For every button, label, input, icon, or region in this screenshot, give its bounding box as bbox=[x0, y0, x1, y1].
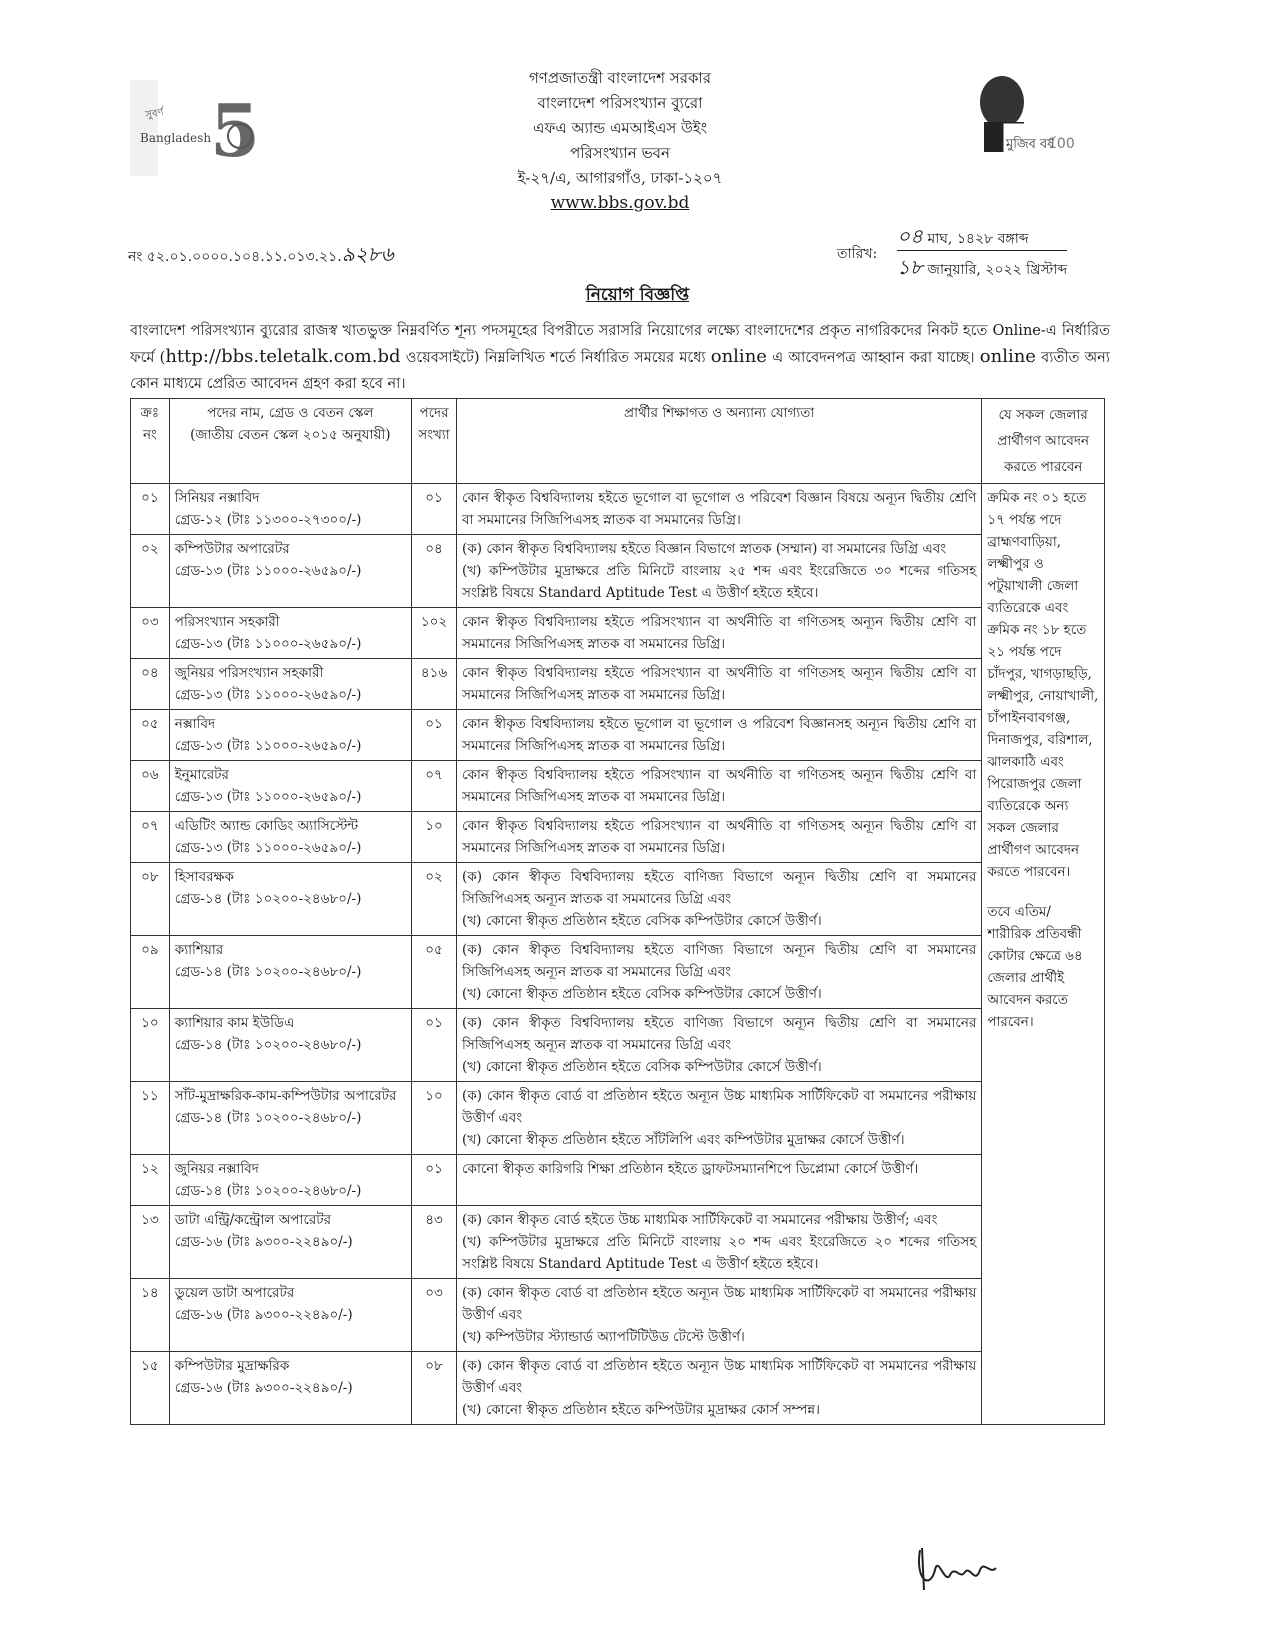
qualification-line: কোনো স্বীকৃত কারিগরি শিক্ষা প্রতিষ্ঠান হইতে ড্রাফটসম্যানশিপে ডিপ্লোমা কোর্সে উত্তীর্ণ। bbox=[462, 1161, 919, 1177]
post-grade: গ্রেড-১৪ (টাঃ ১০২০০-২৪৬৮০/-) bbox=[174, 1110, 362, 1126]
header-line-4: পরিসংখ্যান ভবন bbox=[570, 144, 670, 162]
header-line-1: গণপ্রজাতন্ত্রী বাংলাদেশ সরকার bbox=[528, 69, 712, 87]
table-row bbox=[131, 1206, 1105, 1279]
table-row bbox=[131, 659, 1105, 710]
row-post-count: ৪১৬ bbox=[411, 659, 456, 710]
post-name: সিনিয়র নক্সাবিদ bbox=[174, 490, 260, 506]
row-post-count: ০১ bbox=[411, 710, 456, 761]
date-english-rest: জানুয়ারি, ২০২২ খ্রিস্টাব্দ bbox=[927, 262, 1068, 278]
row-post bbox=[169, 484, 411, 535]
row-post bbox=[169, 1279, 411, 1352]
post-grade: গ্রেড-১৩ (টাঃ ১১০০০-২৬৫৯০/-) bbox=[174, 789, 362, 805]
header-count-line-1: পদের bbox=[419, 405, 449, 421]
post-grade: গ্রেড-১৬ (টাঃ ৯৩০০-২২৪৯০/-) bbox=[174, 1234, 353, 1250]
intro-paragraph bbox=[130, 318, 1110, 397]
row-qualification bbox=[457, 1155, 982, 1206]
signature bbox=[910, 1540, 1000, 1600]
post-grade: গ্রেড-১৩ (টাঃ ১১০০০-২৬৫৯০/-) bbox=[174, 840, 362, 856]
header-count bbox=[411, 399, 456, 484]
table-row bbox=[131, 863, 1105, 936]
notice-title: নিয়োগ বিজ্ঞপ্তি bbox=[585, 285, 690, 305]
qualification-line: কোন স্বীকৃত বিশ্ববিদ্যালয় হইতে ভূগোল বা ভূগোল ও পরিবেশ বিজ্ঞানসহ অন্যূন দ্বিতীয় শ্রেণি বা সমমানের সিজিপিএসহ স্নাতক বা সমমানের ডিগ্রি। bbox=[462, 716, 977, 754]
row-serial: ১০ bbox=[131, 1009, 170, 1082]
qualification-line: (খ) কম্পিউটার মুদ্রাক্ষরে প্রতি মিনিটে বাংলায় ২০ শব্দ এবং ইংরেজিতে ২০ শব্দের গতিসহ সংশ্লিষ্ট বিষয়ে Standard Aptitude Test এ উত্তীর্ণ হইতে হইবে। bbox=[462, 1234, 977, 1272]
row-qualification bbox=[457, 1206, 982, 1279]
post-name: হিসাবরক্ষক bbox=[174, 869, 234, 885]
row-post bbox=[169, 1082, 411, 1155]
post-name: জুনিয়র পরিসংখ্যান সহকারী bbox=[174, 665, 324, 681]
row-qualification bbox=[457, 1009, 982, 1082]
intro-online-1: online bbox=[710, 346, 767, 367]
qualification-line: (খ) কোনো স্বীকৃত প্রতিষ্ঠান হইতে বেসিক কম্পিউটার কোর্সে উত্তীর্ণ। bbox=[462, 1059, 822, 1075]
row-post bbox=[169, 812, 411, 863]
bangladesh-50-logo bbox=[128, 78, 268, 178]
table-row bbox=[131, 710, 1105, 761]
row-post bbox=[169, 936, 411, 1009]
row-post-count: ১০ bbox=[411, 1082, 456, 1155]
row-qualification bbox=[457, 936, 982, 1009]
row-serial: ০৭ bbox=[131, 812, 170, 863]
date-label: তারিখ: bbox=[837, 246, 878, 262]
qualification-line: (ক) কোন স্বীকৃত বোর্ড বা প্রতিষ্ঠান হইতে অন্যূন উচ্চ মাধ্যমিক সার্টিফিকেট বা সমমানের পরীক্ষায় উত্তীর্ণ এবং bbox=[462, 1285, 977, 1323]
header-line-5: ই-২৭/এ, আগারগাঁও, ঢাকা-১২০৭ bbox=[517, 169, 723, 187]
row-post bbox=[169, 1206, 411, 1279]
office-header bbox=[420, 66, 820, 216]
memo-number-text: নং ৫২.০১.০০০০.১০৪.১১.০১৩.২১. bbox=[128, 249, 342, 265]
date-bangla-rest: মাঘ, ১৪২৮ বঙ্গাব্দ bbox=[927, 231, 1029, 247]
table-row bbox=[131, 1082, 1105, 1155]
intro-part-4: ব্যতীত অন্য কোন মাধ্যমে প্রেরিত আবেদন গ্রহণ করা হবে না। bbox=[130, 350, 1110, 392]
row-post bbox=[169, 761, 411, 812]
header-sl-line-1: ক্রঃ bbox=[140, 405, 160, 421]
row-qualification bbox=[457, 812, 982, 863]
row-serial: ০৫ bbox=[131, 710, 170, 761]
row-post-count: ০১ bbox=[411, 1155, 456, 1206]
post-name: ক্যাশিয়ার bbox=[174, 942, 224, 958]
post-grade: গ্রেড-১৪ (টাঃ ১০২০০-২৪৬৮০/-) bbox=[174, 891, 362, 907]
website-link[interactable]: www.bbs.gov.bd bbox=[550, 193, 690, 213]
intro-part-3: এ আবেদনপত্র আহ্বান করা যাচ্ছে। bbox=[766, 350, 980, 366]
qualification-line: (ক) কোন স্বীকৃত বিশ্ববিদ্যালয় হইতে বিজ্ঞান বিভাগে স্নাতক (সম্মান) বা সমমানের ডিগ্রি এবং bbox=[462, 541, 947, 557]
row-serial: ০৬ bbox=[131, 761, 170, 812]
header-line-3: এফএ অ্যান্ড এমআইএস উইং bbox=[532, 119, 708, 137]
row-post bbox=[169, 1352, 411, 1425]
row-qualification bbox=[457, 659, 982, 710]
post-grade: গ্রেড-১৩ (টাঃ ১১০০০-২৬৫৯০/-) bbox=[174, 687, 362, 703]
qualification-line: কোন স্বীকৃত বিশ্ববিদ্যালয় হইতে পরিসংখ্যান বা অর্থনীতি বা গণিতসহ অন্যূন দ্বিতীয় শ্রেণি বা সমমানের সিজিপিএসহ স্নাতক বা সমমানের ডিগ্রি। bbox=[462, 614, 977, 652]
qualification-line: (খ) কম্পিউটার মুদ্রাক্ষরে প্রতি মিনিটে বাংলায় ২৫ শব্দ এবং ইংরেজিতে ৩০ শব্দের গতিসহ সংশ্লিষ্ট বিষয়ে Standard Aptitude Test এ উত্তীর্ণ হইতে হইবে। bbox=[462, 563, 977, 601]
post-grade: গ্রেড-১৩ (টাঃ ১১০০০-২৬৫৯০/-) bbox=[174, 636, 362, 652]
row-serial: ০৯ bbox=[131, 936, 170, 1009]
post-name: এডিটিং অ্যান্ড কোডিং অ্যাসিস্টেন্ট bbox=[174, 818, 359, 834]
post-grade: গ্রেড-১২ (টাঃ ১১৩০০-২৭৩০০/-) bbox=[174, 512, 362, 528]
row-qualification bbox=[457, 1082, 982, 1155]
row-post bbox=[169, 1009, 411, 1082]
table-row bbox=[131, 535, 1105, 608]
row-serial: ১৫ bbox=[131, 1352, 170, 1425]
post-name: ডাটা এন্ট্রি/কন্ট্রোল অপারেটর bbox=[174, 1212, 332, 1228]
header-post-line-2: (জাতীয় বেতন স্কেল ২০১৫ অনুযায়ী) bbox=[190, 427, 391, 443]
post-name: ইনুমারেটর bbox=[174, 767, 229, 783]
row-serial: ১২ bbox=[131, 1155, 170, 1206]
memo-number-handwritten: ৯২৮৬ bbox=[341, 242, 394, 266]
qualification-line: কোন স্বীকৃত বিশ্ববিদ্যালয় হইতে ভূগোল বা ভূগোল ও পরিবেশ বিজ্ঞান বিষয়ে অন্যূন দ্বিতীয় শ্রেণি বা সমমানের সিজিপিএসহ স্নাতক বা সমমানের ডিগ্রি। bbox=[462, 490, 977, 528]
row-serial: ১৪ bbox=[131, 1279, 170, 1352]
date-english bbox=[897, 250, 1067, 286]
row-post bbox=[169, 1155, 411, 1206]
row-qualification bbox=[457, 1352, 982, 1425]
row-serial: ০৩ bbox=[131, 608, 170, 659]
row-post bbox=[169, 535, 411, 608]
post-grade: গ্রেড-১৩ (টাঃ ১১০০০-২৬৫৯০/-) bbox=[174, 738, 362, 754]
qualification-line: (ক) কোন স্বীকৃত বিশ্ববিদ্যালয় হইতে বাণিজ্য বিভাগে অন্যূন দ্বিতীয় শ্রেণি বা সমমানের সিজিপিএসহ অন্যূন স্নাতক বা সমমানের ডিগ্রি এবং bbox=[462, 942, 977, 980]
row-qualification bbox=[457, 484, 982, 535]
qualification-line: (ক) কোন স্বীকৃত বিশ্ববিদ্যালয় হইতে বাণিজ্য বিভাগে অন্যূন দ্বিতীয় শ্রেণি বা সমমানের সিজিপিএসহ অন্যূন স্নাতক বা সমমানের ডিগ্রি এবং bbox=[462, 869, 977, 907]
row-post bbox=[169, 710, 411, 761]
intro-part-2: ওয়েবসাইটে) নিম্নলিখিত শর্তে নির্ধারিত সময়ের মধ্যে bbox=[400, 350, 711, 366]
row-qualification bbox=[457, 863, 982, 936]
row-post-count: ০১ bbox=[411, 1009, 456, 1082]
row-post-count: ০৭ bbox=[411, 761, 456, 812]
row-serial: ১৩ bbox=[131, 1206, 170, 1279]
qualification-line: (ক) কোন স্বীকৃত বোর্ড হইতে উচ্চ মাধ্যমিক সার্টিফিকেট বা সমমানের পরীক্ষায় উত্তীর্ণ; এবং bbox=[462, 1212, 938, 1228]
qualification-line: কোন স্বীকৃত বিশ্ববিদ্যালয় হইতে পরিসংখ্যান বা অর্থনীতি বা গণিতসহ অন্যূন দ্বিতীয় শ্রেণি বা সমমানের সিজিপিএসহ স্নাতক বা সমমানের ডিগ্রি। bbox=[462, 665, 977, 703]
intro-part-1: বাংলাদেশ পরিসংখ্যান ব্যুরোর রাজস্ব খাতভুক্ত নিম্নবর্ণিত শূন্য পদসমূহের বিপরীতে সরাসরি নিয়োগের লক্ষ্যে বাংলাদেশের প্রকৃত নাগরিকদের নিকট হতে Online-এ নির্ধারিত ফর্মে ( bbox=[130, 323, 1110, 366]
post-name: ক্যাশিয়ার কাম ইউডিএ bbox=[174, 1015, 295, 1031]
row-serial: ০২ bbox=[131, 535, 170, 608]
header-sl-line-2: নং bbox=[142, 427, 157, 443]
qualification-line: কোন স্বীকৃত বিশ্ববিদ্যালয় হইতে পরিসংখ্যান বা অর্থনীতি বা গণিতসহ অন্যূন দ্বিতীয় শ্রেণি বা সমমানের সিজিপিএসহ স্নাতক বা সমমানের ডিগ্রি। bbox=[462, 818, 977, 856]
post-grade: গ্রেড-১৬ (টাঃ ৯৩০০-২২৪৯০/-) bbox=[174, 1380, 353, 1396]
logo-right-text: মুজিব বর্ষ bbox=[1006, 137, 1055, 152]
post-grade: গ্রেড-১৩ (টাঃ ১১০০০-২৬৫৯০/-) bbox=[174, 563, 362, 579]
post-name: ডুয়েল ডাটা অপারেটর bbox=[174, 1285, 295, 1301]
qualification-line: (খ) কোনো স্বীকৃত প্রতিষ্ঠান হইতে কম্পিউটার মুদ্রাক্ষর কোর্স সম্পন্ন। bbox=[462, 1402, 820, 1418]
qualification-line: (খ) কোনো স্বীকৃত প্রতিষ্ঠান হইতে সাঁটলিপি এবং কম্পিউটার মুদ্রাক্ষর কোর্সে উত্তীর্ণ। bbox=[462, 1132, 905, 1148]
row-post-count: ০৪ bbox=[411, 535, 456, 608]
table-row bbox=[131, 1009, 1105, 1082]
logo-left-text: Bangladesh bbox=[140, 131, 212, 145]
post-grade: গ্রেড-১৪ (টাঃ ১০২০০-২৪৬৮০/-) bbox=[174, 1037, 362, 1053]
row-serial: ১১ bbox=[131, 1082, 170, 1155]
row-qualification bbox=[457, 761, 982, 812]
header-post bbox=[169, 399, 411, 484]
row-serial: ০১ bbox=[131, 484, 170, 535]
header-line-2: বাংলাদেশ পরিসংখ্যান ব্যুরো bbox=[537, 94, 703, 112]
date-bangla-day: ০৪ bbox=[897, 224, 923, 248]
row-post-count: ৪৩ bbox=[411, 1206, 456, 1279]
row-serial: ০৪ bbox=[131, 659, 170, 710]
table-row bbox=[131, 1352, 1105, 1425]
row-post-count: ০৫ bbox=[411, 936, 456, 1009]
row-qualification bbox=[457, 710, 982, 761]
post-name: জুনিয়র নক্সাবিদ bbox=[174, 1161, 259, 1177]
intro-online-2: online bbox=[979, 346, 1036, 367]
district-eligibility bbox=[982, 484, 1105, 1425]
mujib-borsho-logo bbox=[962, 72, 1077, 172]
header-count-line-2: সংখ্যা bbox=[418, 427, 450, 443]
intro-url[interactable]: http://bbs.teletalk.com.bd bbox=[165, 346, 401, 367]
row-qualification bbox=[457, 1279, 982, 1352]
qualification-line: (ক) কোন স্বীকৃত বিশ্ববিদ্যালয় হইতে বাণিজ্য বিভাগে অন্যূন দ্বিতীয় শ্রেণি বা সমমানের সিজিপিএসহ অন্যূন স্নাতক বা সমমানের ডিগ্রি এবং bbox=[462, 1015, 977, 1053]
district-note-1: ক্রমিক নং ০১ হতে ১৭ পর্যন্ত পদে ব্রাহ্মণবাড়িয়া, লক্ষ্মীপুর ও পটুয়াখালী জেলা ব্যতিরেকে এবং ক্রমিক নং ১৮ হতে ২১ পর্যন্ত পদে চাঁদপুর, খাগড়াছড়ি, লক্ষ্মীপুর, নোয়াখালী, চাঁপাইনবাবগঞ্জ, দিনাজপুর, বরিশাল, ঝালকাঠি এবং পিরোজপুর জেলা ব্যতিরেকে অন্য সকল জেলার প্রার্থীগণ আবেদন করতে পারবেন। bbox=[987, 490, 1099, 880]
row-serial: ০৮ bbox=[131, 863, 170, 936]
district-note-2: তবে এতিম/ শারীরিক প্রতিবন্ধী কোটার ক্ষেত্রে ৬৪ জেলার প্রার্থীই আবেদন করতে পারবেন। bbox=[987, 904, 1083, 1030]
svg-text:সুবর্ণ: সুবর্ণ bbox=[144, 106, 165, 121]
row-post bbox=[169, 608, 411, 659]
table-row bbox=[131, 936, 1105, 1009]
post-name: নক্সাবিদ bbox=[174, 716, 216, 732]
header-qualification: প্রার্থীর শিক্ষাগত ও অন্যান্য যোগ্যতা bbox=[457, 399, 982, 484]
date-english-day: ১৮ bbox=[897, 255, 923, 279]
table-row bbox=[131, 761, 1105, 812]
post-grade: গ্রেড-১৬ (টাঃ ৯৩০০-২২৪৯০/-) bbox=[174, 1307, 353, 1323]
qualification-line: (ক) কোন স্বীকৃত বোর্ড বা প্রতিষ্ঠান হইতে অন্যূন উচ্চ মাধ্যমিক সার্টিফিকেট বা সমমানের পরীক্ষায় উত্তীর্ণ এবং bbox=[462, 1358, 977, 1396]
header-sl bbox=[131, 399, 170, 484]
svg-text:5: 5 bbox=[210, 88, 261, 173]
row-post-count: ০৮ bbox=[411, 1352, 456, 1425]
post-grade: গ্রেড-১৪ (টাঃ ১০২০০-২৪৬৮০/-) bbox=[174, 1183, 362, 1199]
qualification-line: (ক) কোন স্বীকৃত বোর্ড বা প্রতিষ্ঠান হইতে অন্যূন উচ্চ মাধ্যমিক সার্টিফিকেট বা সমমানের পরীক্ষায় উত্তীর্ণ এবং bbox=[462, 1088, 977, 1126]
row-qualification bbox=[457, 608, 982, 659]
post-name: পরিসংখ্যান সহকারী bbox=[174, 614, 280, 630]
table-row bbox=[131, 484, 1105, 535]
qualification-line: কোন স্বীকৃত বিশ্ববিদ্যালয় হইতে পরিসংখ্যান বা অর্থনীতি বা গণিতসহ অন্যূন দ্বিতীয় শ্রেণি বা সমমানের সিজিপিএসহ স্নাতক বা সমমানের ডিগ্রি। bbox=[462, 767, 977, 805]
posts-table bbox=[130, 398, 1105, 1425]
table-row bbox=[131, 608, 1105, 659]
post-name: কম্পিউটার মুদ্রাক্ষরিক bbox=[174, 1358, 290, 1374]
post-grade: গ্রেড-১৪ (টাঃ ১০২০০-২৪৬৮০/-) bbox=[174, 964, 362, 980]
qualification-line: (খ) কোনো স্বীকৃত প্রতিষ্ঠান হইতে বেসিক কম্পিউটার কোর্সে উত্তীর্ণ। bbox=[462, 913, 822, 929]
qualification-line: (খ) কোনো স্বীকৃত প্রতিষ্ঠান হইতে বেসিক কম্পিউটার কোর্সে উত্তীর্ণ। bbox=[462, 986, 822, 1002]
row-post-count: ১০ bbox=[411, 812, 456, 863]
qualification-line: (খ) কম্পিউটার স্ট্যান্ডার্ড অ্যাপটিটিউড টেস্টে উত্তীর্ণ। bbox=[462, 1329, 745, 1345]
svg-text:100: 100 bbox=[1048, 136, 1075, 152]
post-name: সাঁট-মুদ্রাক্ষরিক-কাম-কম্পিউটার অপারেটর bbox=[174, 1088, 397, 1104]
row-post-count: ০২ bbox=[411, 863, 456, 936]
table-row bbox=[131, 1155, 1105, 1206]
table-row bbox=[131, 1279, 1105, 1352]
header-post-line-1: পদের নাম, গ্রেড ও বেতন স্কেল bbox=[207, 405, 374, 421]
table-header-row bbox=[131, 399, 1105, 484]
header-district: যে সকল জেলার প্রার্থীগণ আবেদন করতে পারবেন bbox=[982, 399, 1105, 484]
row-post-count: ০১ bbox=[411, 484, 456, 535]
table-row bbox=[131, 812, 1105, 863]
post-name: কম্পিউটার অপারেটর bbox=[174, 541, 290, 557]
row-qualification bbox=[457, 535, 982, 608]
row-post bbox=[169, 863, 411, 936]
row-post-count: ০৩ bbox=[411, 1279, 456, 1352]
memo-number bbox=[128, 240, 394, 273]
row-post-count: ১০২ bbox=[411, 608, 456, 659]
row-post bbox=[169, 659, 411, 710]
